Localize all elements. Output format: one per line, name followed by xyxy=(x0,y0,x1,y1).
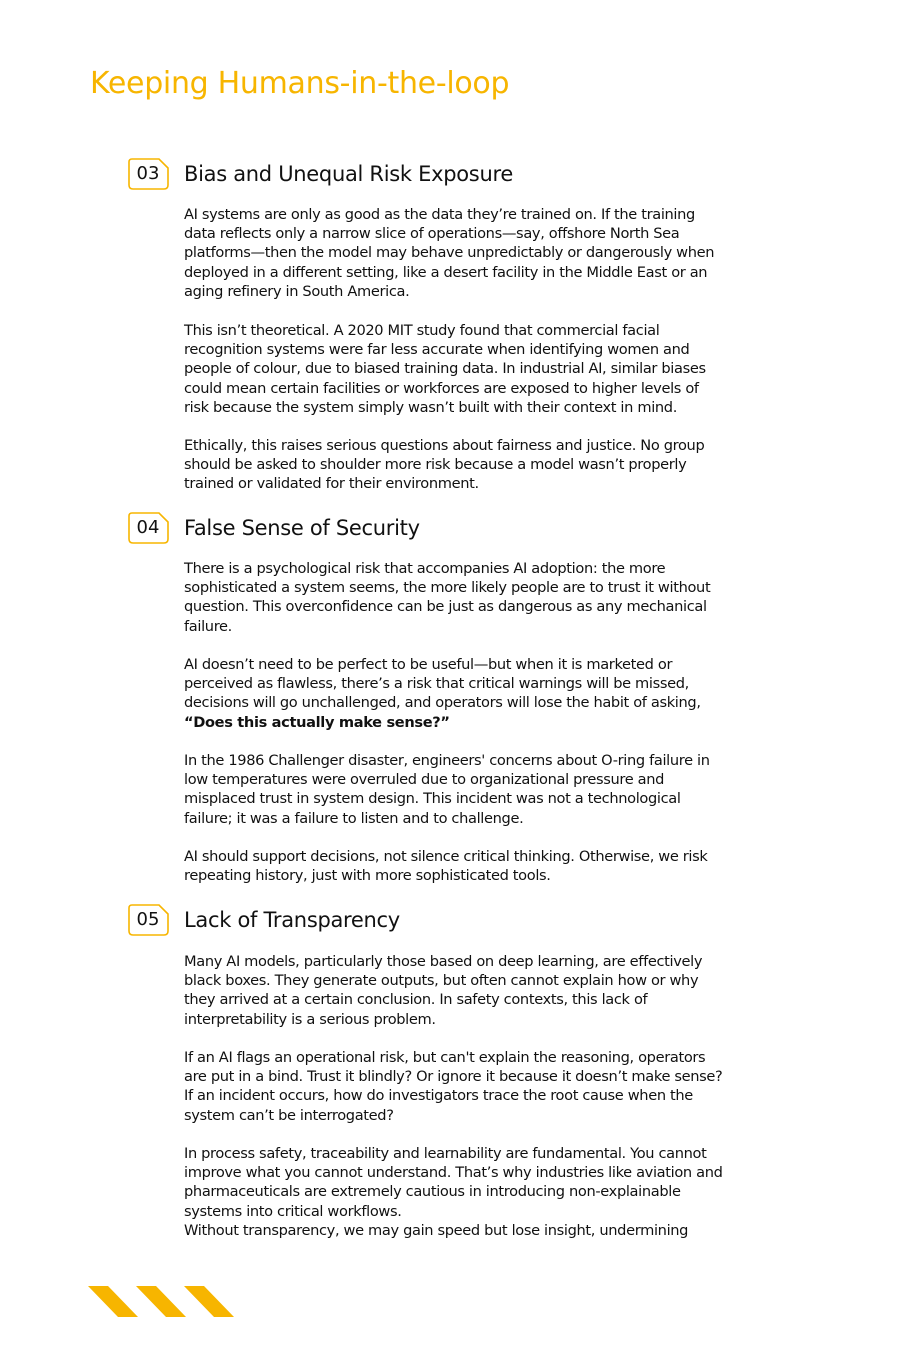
section-03-paragraph-1: AI systems are only as good as the data they’re trained on. If the training data reflects only a narrow slice of operations—say, offshore North Sea platforms—then the model may behave unpredictably or dangerously when deployed in a different setting, like a desert facility in the Middle East or an aging refinery in South America. xyxy=(184,206,715,300)
section-title: Bias and Unequal Risk Exposure xyxy=(184,162,513,186)
page-title: Keeping Humans-in-the-loop xyxy=(90,66,510,101)
section-05-paragraph-3 xyxy=(184,1144,724,1240)
section-04-paragraph-4: AI should support decisions, not silence critical thinking. Otherwise, we risk repeating history, just with more sophisticated tools. xyxy=(184,848,708,885)
section-number: 04 xyxy=(136,517,160,538)
section-03-paragraph-2: This isn’t theoretical. A 2020 MIT study found that commercial facial recognition systems were far less accurate when identifying women and people of colour, due to biased training data. In industrial AI, similar biases could mean certain facilities or workforces are exposed to higher levels of risk because the system simply wasn’t built with their context in mind. xyxy=(184,322,706,416)
section-number: 05 xyxy=(136,909,160,930)
emphasis-question: “Does this actually make sense?” xyxy=(184,713,450,731)
section-number-badge xyxy=(128,904,170,936)
section-05-paragraph-3-text: In process safety, traceability and learnability are fundamental. You cannot improve what you cannot understand. That’s why industries like aviation and pharmaceuticals are extremely cautious in introducing non-explainable systems into critical workflows. xyxy=(184,1145,723,1220)
section-number: 03 xyxy=(136,163,160,184)
section-05-paragraph-4-text: Without transparency, we may gain speed but lose insight, undermining xyxy=(184,1221,689,1239)
section-04-paragraph-3: In the 1986 Challenger disaster, engineers' concerns about O-ring failure in low temperatures were overruled due to organizational pressure and misplaced trust in system design. This incident was not a technological failure; it was a failure to listen and to challenge. xyxy=(184,752,710,827)
section-number-badge xyxy=(128,158,170,190)
section-05-paragraph-1: Many AI models, particularly those based on deep learning, are effectively black boxes. They generate outputs, but often cannot explain how or why they arrived at a certain conclusion. In safety contexts, this lack of interpretability is a serious problem. xyxy=(184,953,703,1028)
section-04-paragraph-2 xyxy=(184,655,724,732)
section-number-badge xyxy=(128,512,170,544)
section-title: Lack of Transparency xyxy=(184,908,400,932)
section-05-paragraph-2: If an AI flags an operational risk, but can't explain the reasoning, operators are put in a bind. Trust it blindly? Or ignore it because it doesn’t make sense? If an incident occurs, how do investigators trace the root cause when the system can’t be interrogated? xyxy=(184,1049,723,1124)
section-title: False Sense of Security xyxy=(184,516,420,540)
hazard-stripes-icon xyxy=(88,1286,236,1317)
section-04-paragraph-1: There is a psychological risk that accompanies AI adoption: the more sophisticated a system seems, the more likely people are to trust it without question. This overconfidence can be just as dangerous as any mechanical failure. xyxy=(184,560,711,635)
section-03-paragraph-3: Ethically, this raises serious questions about fairness and justice. No group should be asked to shoulder more risk because a model wasn’t properly trained or validated for their environment. xyxy=(184,437,705,493)
section-04-paragraph-2-text: AI doesn’t need to be perfect to be useful—but when it is marketed or perceived as flawless, there’s a risk that critical warnings will be missed, decisions will go unchallenged, and operators will lose the habit of asking, xyxy=(184,656,701,712)
